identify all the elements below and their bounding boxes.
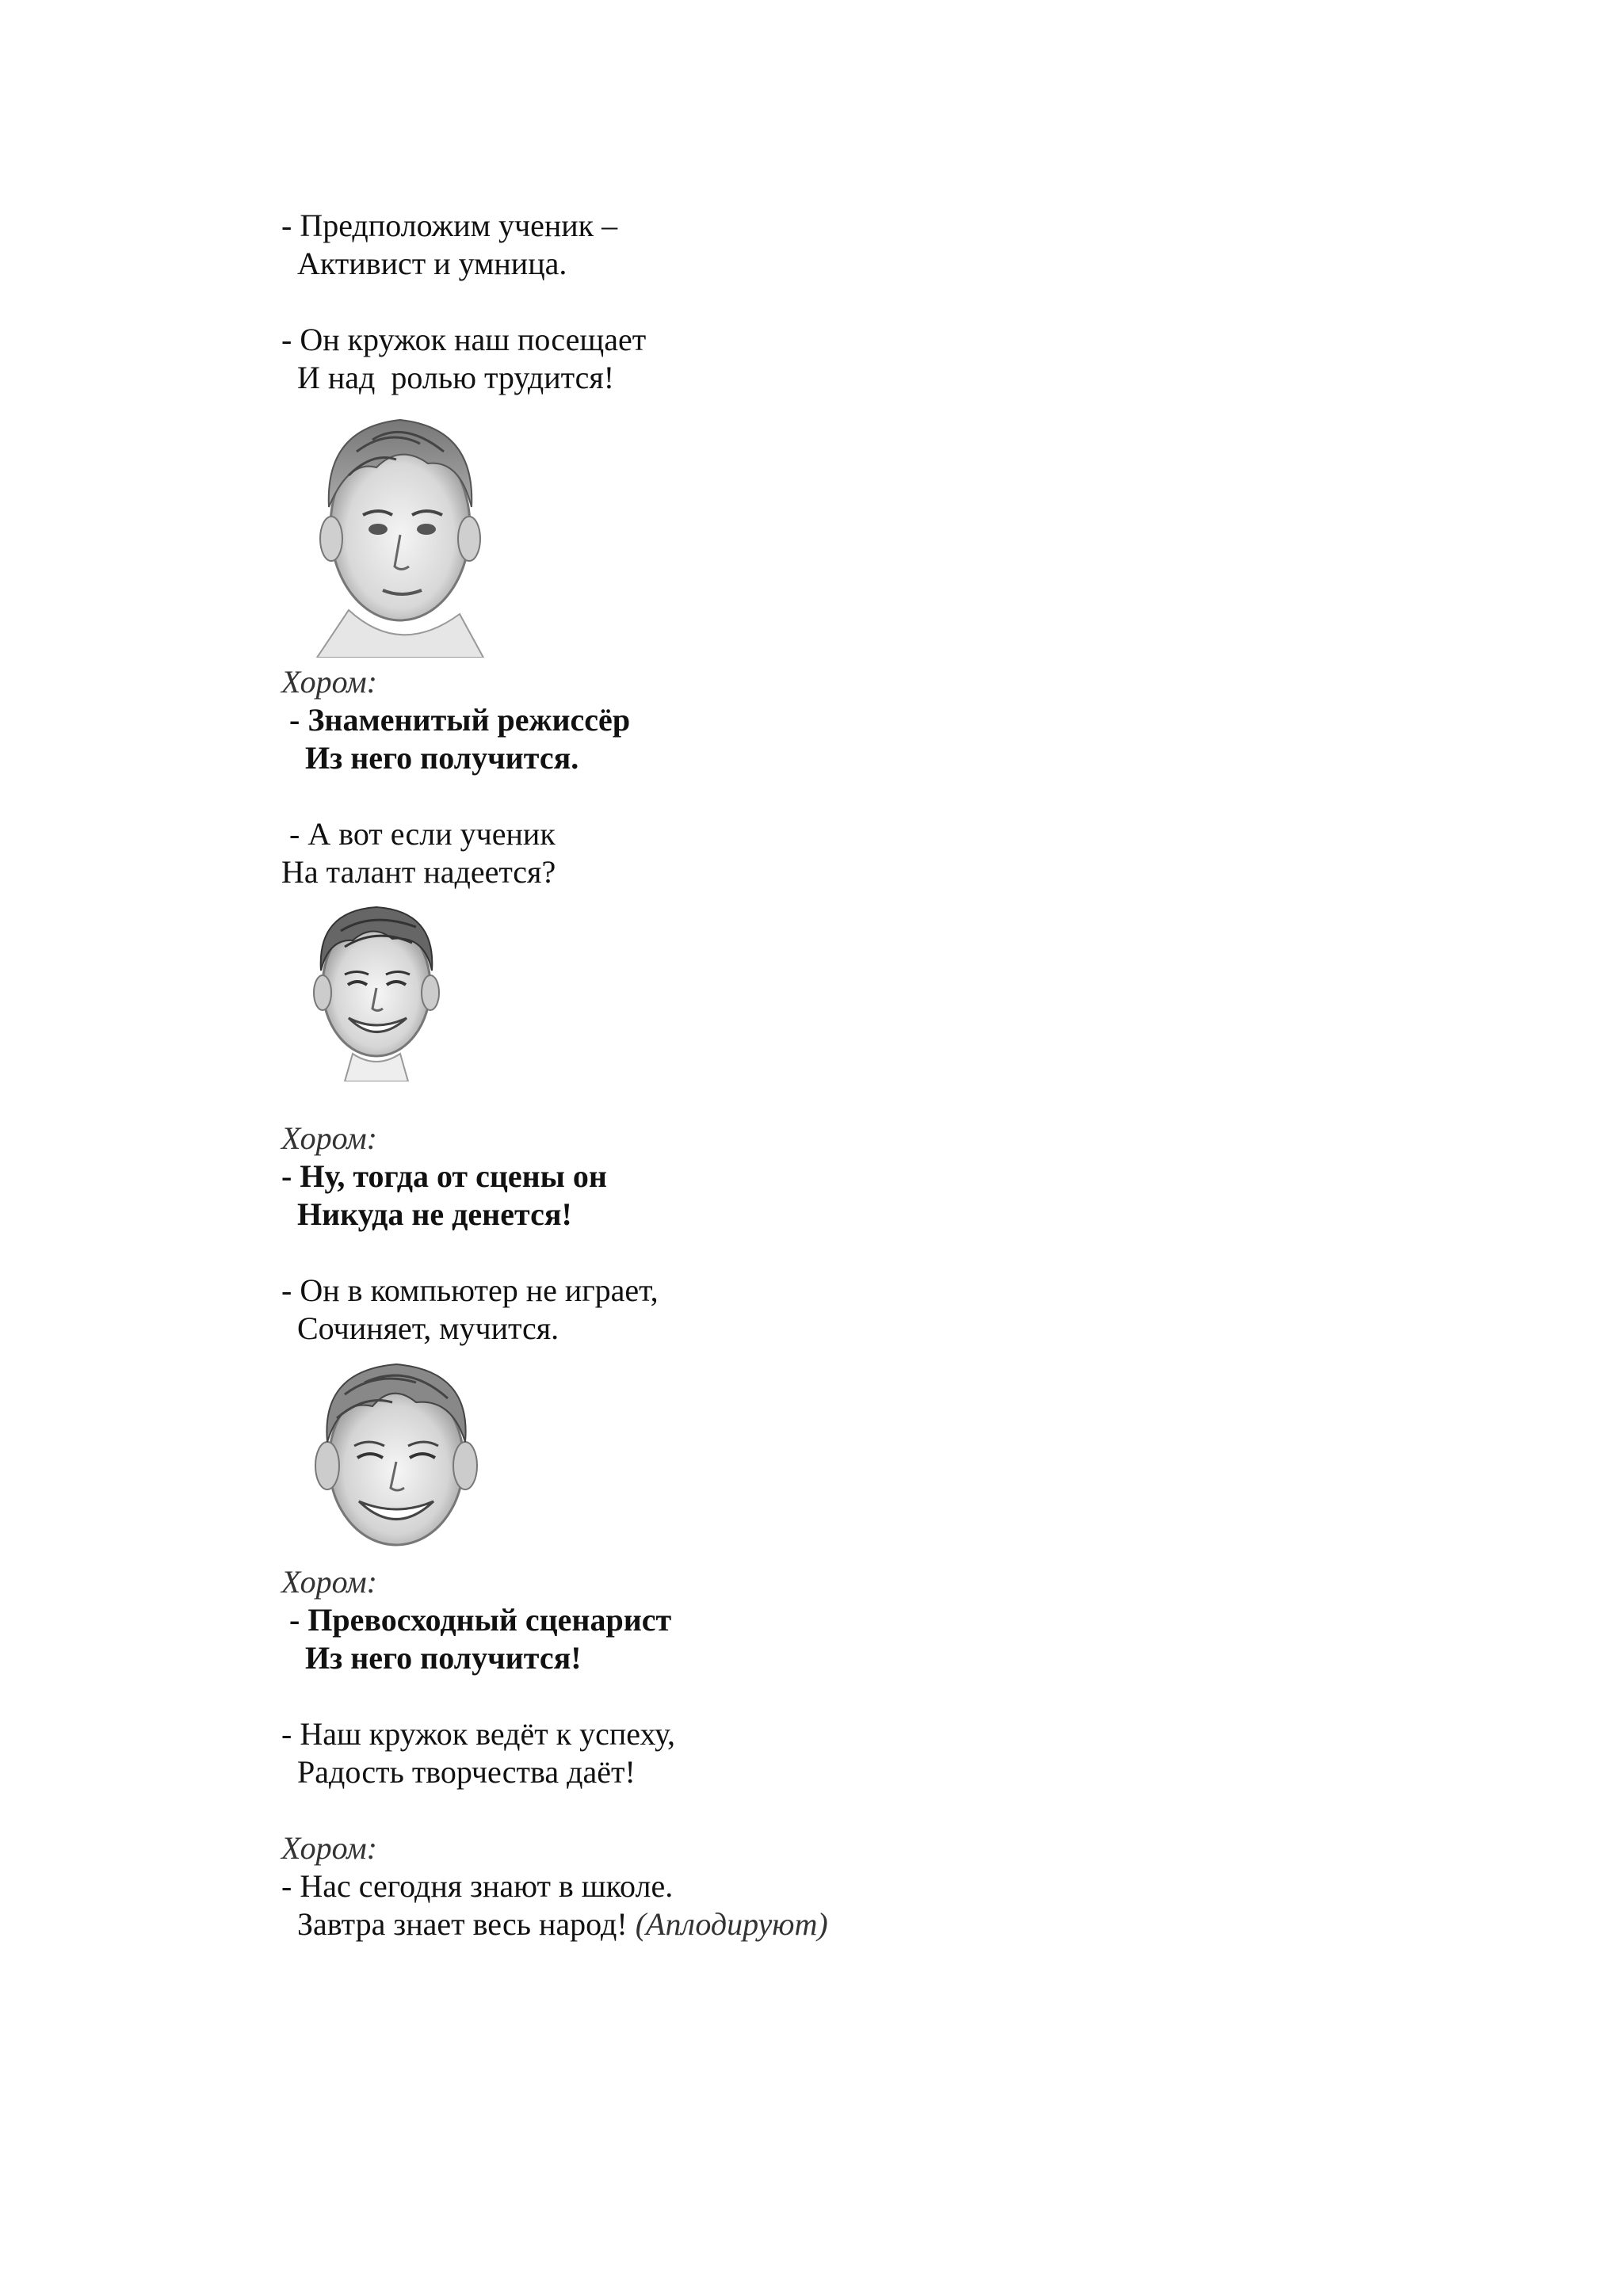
chorus-line: Никуда не денется! <box>281 1196 572 1232</box>
chorus-line: - Ну, тогда от сцены он <box>281 1158 607 1194</box>
stage-direction: (Аплодируют) <box>635 1906 828 1942</box>
chorus-line: - Превосходный сценарист <box>281 1602 672 1638</box>
boy-portrait-serious <box>301 396 499 658</box>
verse-line: Сочиняет, мучится. <box>281 1310 559 1346</box>
chorus-label: Хором: <box>281 1564 377 1600</box>
boy-portrait-laughing <box>297 1347 495 1561</box>
verse-line: - А вот если ученик <box>281 816 556 852</box>
boy-portrait-grinning <box>297 891 456 1081</box>
verse-line: - Нас сегодня знают в школе. <box>281 1868 674 1904</box>
verse-line-with-stage-direction <box>281 1905 828 1943</box>
verse-line: И над ролью трудится! <box>281 360 615 395</box>
verse-line: Радость творчества даёт! <box>281 1754 636 1790</box>
chorus-label: Хором: <box>281 1120 377 1156</box>
verse-line: - Он в компьютер не играет, <box>281 1272 659 1308</box>
chorus-label: Хором: <box>281 1830 377 1866</box>
verse-text: Завтра знает весь народ! <box>281 1906 636 1942</box>
verse-line: Активист и умница. <box>281 246 567 281</box>
verse-line: - Он кружок наш посещает <box>281 322 647 357</box>
chorus-line: - Знаменитый режиссёр <box>281 702 631 738</box>
chorus-label: Хором: <box>281 664 377 700</box>
verse-line: - Предположим ученик – <box>281 208 618 243</box>
chorus-line: Из него получится. <box>281 740 579 776</box>
verse-line: - Наш кружок ведёт к успеху, <box>281 1716 675 1752</box>
verse-line: На талант надеется? <box>281 854 556 890</box>
chorus-line: Из него получится! <box>281 1640 582 1676</box>
